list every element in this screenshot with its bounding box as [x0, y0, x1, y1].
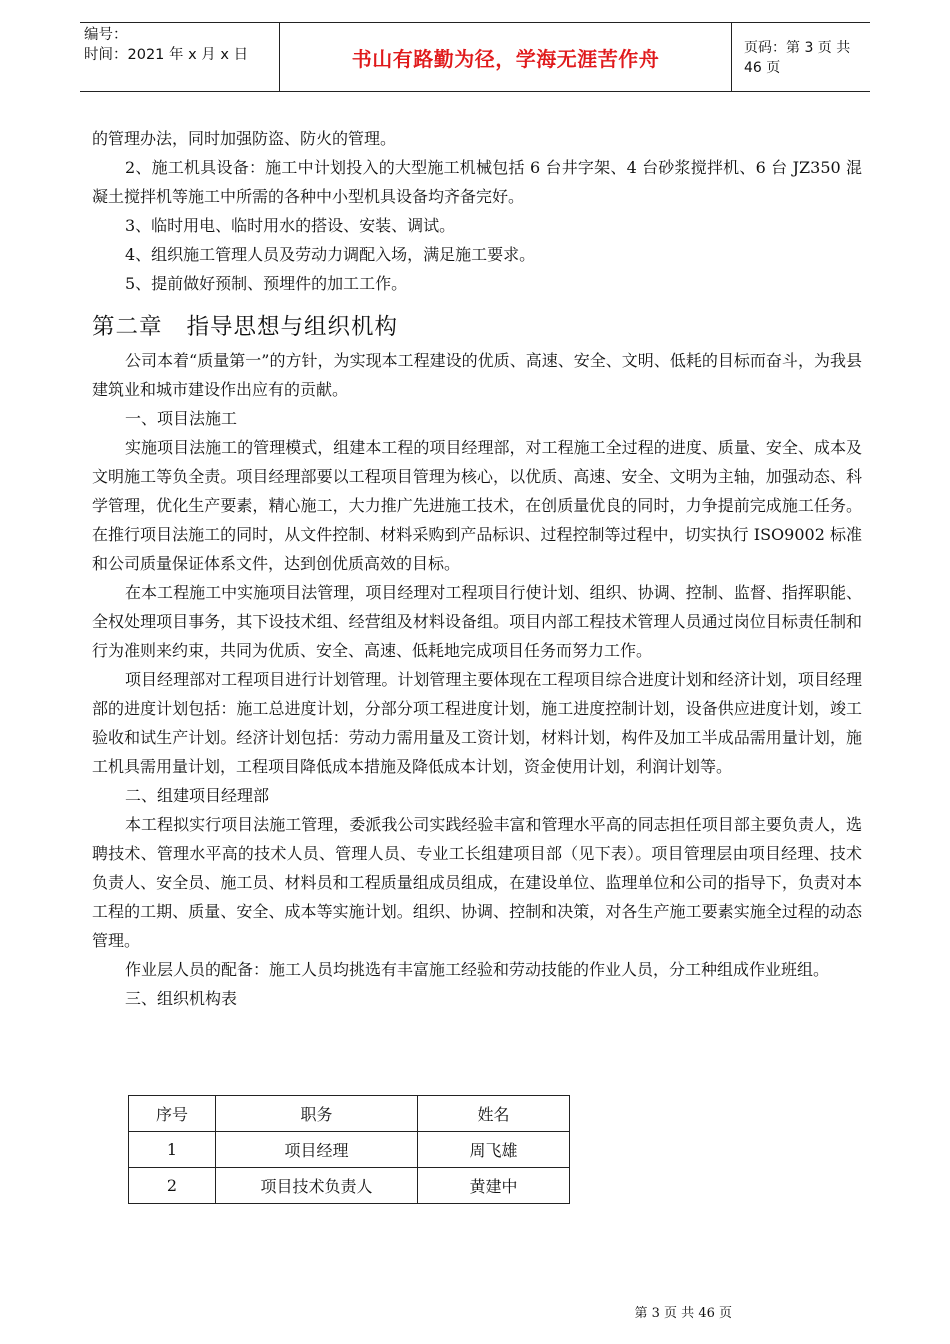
section-heading: 二、组建项目经理部	[125, 786, 270, 805]
document-number-label: 编号：	[84, 27, 128, 43]
table-row	[129, 1168, 570, 1204]
paragraph: 实施项目法施工的管理模式，组建本工程的项目经理部，对工程施工全过程的进度、质量、安全、成本及文明施工等负全责。项目经理部要以工程项目管理为核心，以优质、高速、安全、文明为主轴，加强动态、科学管理，优化生产要素，精心施工，大力推广先进施工技术，在创质量优良的同时，力争提前完成施工任务。在推行项目法施工的同时，从文件控制、材料采购到产品标识、过程控制等过程中，切实执行 ISO9002 标准和公司质量保证体系文件，达到创优质高效的目标。	[92, 438, 862, 573]
document-body	[92, 124, 862, 1013]
paragraph-item: 2、施工机具设备：施工中计划投入的大型施工机械包括 6 台井字架、4 台砂浆搅拌机、6 台 JZ350 混凝土搅拌机等施工中所需的各种中小型机具设备均齐备完好。	[92, 158, 862, 206]
table-header-cell: 姓名	[418, 1096, 570, 1132]
chapter-title: 指导思想与组织机构	[186, 314, 399, 340]
page-footer: 第 3 页 共 46 页	[634, 1306, 732, 1321]
table-cell: 1	[129, 1132, 216, 1168]
table-header-row	[129, 1096, 570, 1132]
paragraph: 本工程拟实行项目法施工管理，委派我公司实践经验丰富和管理水平高的同志担任项目部主要负责人，选聘技术、管理水平高的技术人员、管理人员、专业工长组建项目部（见下表）。项目管理层由项目经理、技术负责人、安全员、施工员、材料员和工程质量组成员组成，在建设单位、监理单位和公司的指导下，负责对本工程的工期、质量、安全、成本等实施计划。组织、协调、控制和决策，对各生产施工要素实施全过程的动态管理。	[92, 815, 862, 950]
table-header-cell: 序号	[129, 1096, 216, 1132]
table-cell: 周飞雄	[418, 1132, 570, 1168]
page-header	[80, 22, 870, 92]
table-cell: 2	[129, 1168, 216, 1204]
header-meta	[80, 23, 280, 91]
chapter-number: 第二章	[92, 314, 163, 340]
header-page-number: 页码：第 3 页 共 46 页	[744, 40, 851, 76]
table-row	[129, 1132, 570, 1168]
paragraph: 公司本着“质量第一”的方针，为实现本工程建设的优质、高速、安全、文明、低耗的目标而奋斗，为我县建筑业和城市建设作出应有的贡献。	[92, 351, 862, 399]
section-heading: 三、组织机构表	[125, 989, 238, 1008]
paragraph: 在本工程施工中实施项目法管理，项目经理对工程项目行使计划、组织、协调、控制、监督、指挥职能、全权处理项目事务，其下设技术组、经营组及材料设备组。项目内部工程技术管理人员通过岗位目标责任制和行为准则来约束，共同为优质、安全、高速、低耗地完成项目任务而努力工作。	[92, 583, 862, 660]
paragraph-continuation: 的管理办法，同时加强防盗、防火的管理。	[92, 129, 397, 148]
paragraph-item: 3、临时用电、临时用水的搭设、安装、调试。	[125, 216, 456, 235]
table-header-cell: 职务	[216, 1096, 418, 1132]
paragraph: 作业层人员的配备：施工人员均挑选有丰富施工经验和劳动技能的作业人员，分工种组成作业班组。	[125, 960, 830, 979]
paragraph-item: 5、提前做好预制、预埋件的加工工作。	[125, 274, 408, 293]
org-structure-table	[128, 1095, 570, 1204]
section-heading: 一、项目法施工	[125, 409, 238, 428]
paragraph: 项目经理部对工程项目进行计划管理。计划管理主要体现在工程项目综合进度计划和经济计划，项目经理部的进度计划包括：施工总进度计划，分部分项工程进度计划，施工进度控制计划，设备供应进度计划，竣工验收和试生产计划。经济计划包括：劳动力需用量及工资计划，材料计划，构件及加工半成品需用量计划，施工机具需用量计划，工程项目降低成本措施及降低成本计划，资金使用计划，利润计划等。	[92, 670, 862, 776]
table-cell: 项目技术负责人	[216, 1168, 418, 1204]
document-date-label: 时间：2021 年 x 月 x 日	[84, 47, 249, 63]
header-motto: 书山有路勤为径，学海无涯苦作舟	[280, 23, 732, 91]
table-cell: 黄建中	[418, 1168, 570, 1204]
table-cell: 项目经理	[216, 1132, 418, 1168]
paragraph-item: 4、组织施工管理人员及劳动力调配入场，满足施工要求。	[125, 245, 536, 264]
chapter-heading	[92, 312, 862, 342]
